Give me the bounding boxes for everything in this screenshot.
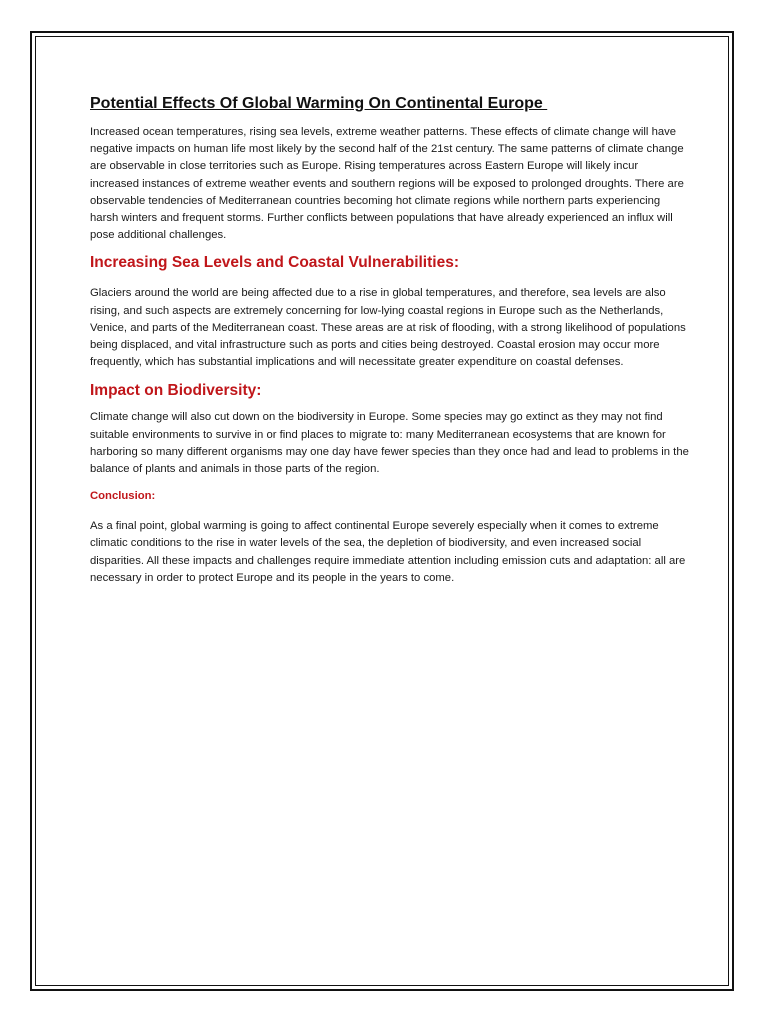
document-content [90, 94, 690, 587]
conclusion-heading: Conclusion: [90, 490, 156, 503]
section-heading-biodiversity: Impact on Biodiversity: [90, 382, 262, 400]
intro-paragraph: Increased ocean temperatures, rising sea levels, extreme weather patterns. These effects of climate change will have negative impacts on human life most likely by the second half of the 21st century. The same patterns of climate change are observable in close territories such as Europe. Rising temperatures across Eastern Europe will likely incur increased instances of extreme weather events and southern regions will be exposed to prolonged droughts. There are observable tendencies of Mediterranean countries becoming hot climate regions while northern parts experiencing harsh winters and frequent storms. Further conflicts between populations that have already experienced an influx will pose additional challenges. [90, 126, 684, 242]
section-body-biodiversity: Climate change will also cut down on the biodiversity in Europe. Some species may go extinct as they may not find suitable environments to survive in or find places to migrate to: many Mediterranean ecosystems that are known for harboring so many different organisms may one day have fewer species than they once had and lead to problems in the balance of plants and animals in those parts of the region. [90, 411, 689, 476]
section-heading-sea-levels: Increasing Sea Levels and Coastal Vulnerabilities: [90, 254, 459, 272]
section-body-sea-levels: Glaciers around the world are being affected due to a rise in global temperatures, and therefore, sea levels are also rising, and such aspects are extremely concerning for low-lying coastal regions in Europe such as the Netherlands, Venice, and parts of the Mediterranean coast. These areas are at risk of flooding, with a strong likelihood of populations being displaced, and vital infrastructure such as ports and cities being destroyed. Coastal erosion may occur more frequently, which has substantial implications and will necessitate greater expenditure on coastal defenses. [90, 287, 686, 369]
document-title: Potential Effects Of Global Warming On Continental Europe [90, 95, 548, 112]
conclusion-body: As a final point, global warming is going to affect continental Europe severely especially when it comes to extreme climatic conditions to the rise in water levels of the sea, the depletion of biodiversity, and even increased social disparities. All these impacts and challenges require immediate attention including emission cuts and adaptation: all are necessary in order to protect Europe and its people in the years to come. [90, 520, 686, 584]
